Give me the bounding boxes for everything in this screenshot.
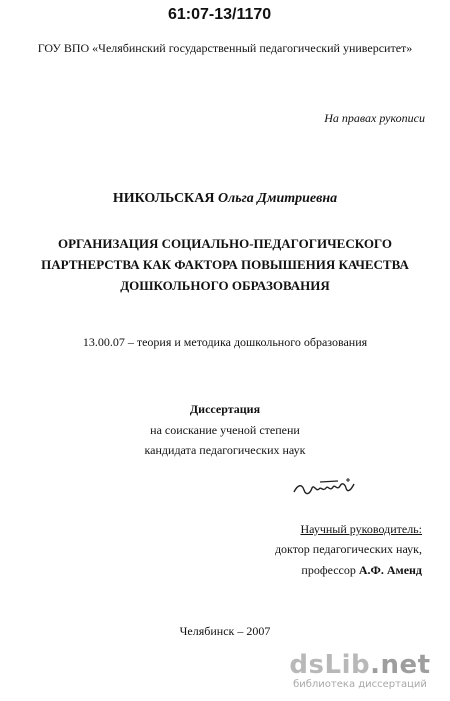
- supervisor-name-line: [301, 563, 422, 578]
- watermark-subtitle: библиотека диссертаций: [293, 679, 427, 690]
- dissertation-heading: Диссертация: [189, 402, 261, 416]
- dissertation-title: [0, 233, 450, 296]
- degree-line: кандидата педагогических наук: [144, 443, 306, 457]
- specialty-code: 13.00.07 – теория и методика дошкольного образования: [82, 335, 368, 349]
- document-code: 61:07-13/1170: [168, 6, 272, 23]
- author-given-names: Ольга Дмитриевна: [217, 191, 338, 206]
- city-year: Челябинск – 2007: [179, 624, 271, 638]
- watermark-logo: [280, 651, 440, 679]
- title-line: ПАРТНЕРСТВА КАК ФАКТОРА ПОВЫШЕНИЯ КАЧЕСТВА: [41, 257, 409, 272]
- supervisor-title: профессор: [301, 563, 356, 577]
- watermark-logo-name: dsLib: [289, 650, 371, 680]
- author-surname: НИКОЛЬСКАЯ: [112, 191, 215, 206]
- title-line: ОРГАНИЗАЦИЯ СОЦИАЛЬНО-ПЕДАГОГИЧЕСКОГО: [57, 236, 392, 251]
- supervisor-label: Научный руководитель:: [300, 522, 422, 536]
- degree-line: на соискание ученой степени: [150, 423, 300, 437]
- watermark: [280, 651, 440, 690]
- watermark-logo-domain: .net: [370, 650, 431, 680]
- supervisor-name: А.Ф. Аменд: [358, 563, 422, 577]
- author-name: [0, 191, 450, 207]
- title-line: ДОШКОЛЬНОГО ОБРАЗОВАНИЯ: [120, 278, 330, 293]
- author-signature: [290, 472, 360, 502]
- manuscript-rights-note: На правах рукописи: [324, 111, 425, 125]
- degree-statement: [0, 420, 450, 460]
- supervisor-degree: доктор педагогических наук,: [274, 542, 422, 556]
- organization-name: ГОУ ВПО «Челябинский государственный педагогический университет»: [37, 41, 413, 55]
